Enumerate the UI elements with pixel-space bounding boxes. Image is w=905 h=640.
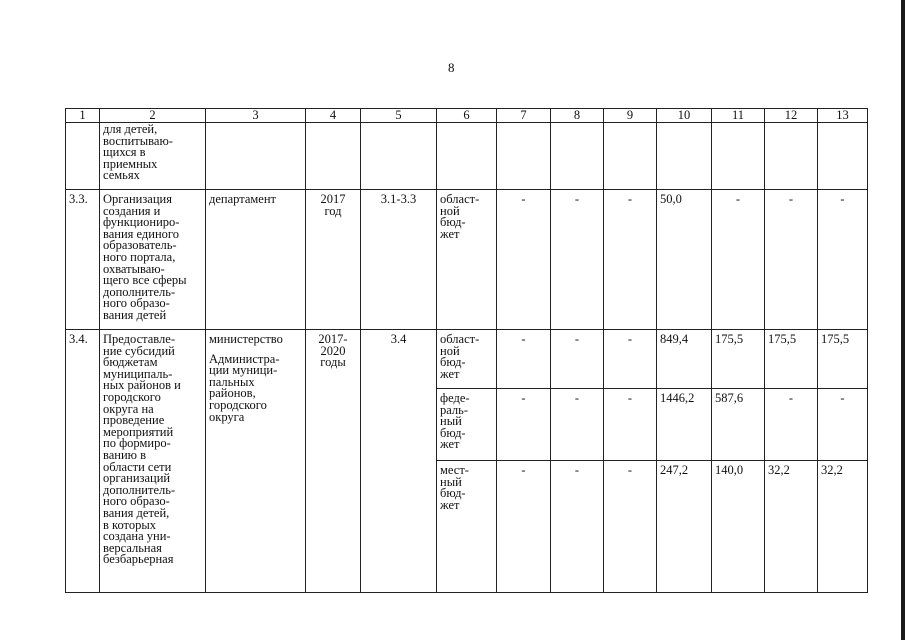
activity-name: Организация создания и функциониро- вания единого образователь- ного портала, охватываю- щего все сферы дополнитель- ного образо- вания детей [100,190,206,330]
cell-empty [66,123,100,190]
value-col7: - [497,461,551,593]
table-row-3-4 [66,330,868,389]
value-col12: - [765,190,818,330]
header-cell: 10 [657,109,712,123]
row-number: 3.3. [66,190,100,330]
table-header-row [66,109,868,123]
value-col8: - [551,389,604,461]
executor: департамент [206,190,306,330]
header-cell: 6 [437,109,497,123]
value-col11: - [712,190,765,330]
cell-empty [551,123,604,190]
header-cell: 4 [306,109,361,123]
cell-empty [206,123,306,190]
value-col12: - [765,389,818,461]
value-col7: - [497,330,551,389]
row-number: 3.4. [66,330,100,593]
header-cell: 8 [551,109,604,123]
value-col8: - [551,190,604,330]
page-edge-shadow [901,0,905,640]
header-cell: 9 [604,109,657,123]
value-col9: - [604,330,657,389]
header-cell: 3 [206,109,306,123]
value-col9: - [604,461,657,593]
header-cell: 13 [818,109,868,123]
value-col12: 32,2 [765,461,818,593]
value-col8: - [551,461,604,593]
value-col12: 175,5 [765,330,818,389]
value-col10: 247,2 [657,461,712,593]
value-col9: - [604,389,657,461]
cell-empty [818,123,868,190]
cell-empty [765,123,818,190]
value-col11: 140,0 [712,461,765,593]
value-col7: - [497,190,551,330]
page-number: 8 [448,60,455,75]
value-col10: 50,0 [657,190,712,330]
value-col11: 587,6 [712,389,765,461]
value-col11: 175,5 [712,330,765,389]
funding-source: мест- ный бюд- жет [437,461,497,593]
funding-source: феде- раль- ный бюд- жет [437,389,497,461]
cell-empty [437,123,497,190]
cell-empty [604,123,657,190]
period: 2017- 2020 годы [306,330,361,593]
value-col8: - [551,330,604,389]
funding-source: област- ной бюд- жет [437,190,497,330]
value-col13: - [818,389,868,461]
header-cell: 5 [361,109,437,123]
cell-empty [497,123,551,190]
executor-administrations: Администра- ции муници- пальных районов, городского округа [209,351,280,424]
header-cell: 1 [66,109,100,123]
table-row-3-3 [66,190,868,330]
cell-empty [306,123,361,190]
executor [206,330,306,593]
value-col13: - [818,190,868,330]
cell-empty [657,123,712,190]
period: 2017 год [306,190,361,330]
cell-empty [712,123,765,190]
header-cell: 7 [497,109,551,123]
activity-name-continued: для детей, воспитываю- щихся в приемных семьях [100,123,206,190]
table-row [66,123,868,190]
header-cell: 11 [712,109,765,123]
indicators: 3.1-3.3 [361,190,437,330]
funding-source: област- ной бюд- жет [437,330,497,389]
indicators: 3.4 [361,330,437,593]
value-col10: 1446,2 [657,389,712,461]
cell-empty [361,123,437,190]
program-activities-table [65,108,868,593]
value-col13: 32,2 [818,461,868,593]
header-cell: 2 [100,109,206,123]
header-cell: 12 [765,109,818,123]
value-col10: 849,4 [657,330,712,389]
executor-ministry: министерство [209,332,283,346]
value-col9: - [604,190,657,330]
value-col7: - [497,389,551,461]
value-col13: 175,5 [818,330,868,389]
activity-name: Предоставле- ние субсидий бюджетам муниципаль- ных районов и городского округа на проведение мероприятий по формиро- ванию в области сети организаций дополнитель- ного образо- вания детей, в которых создана уни- версальная безбарьерная [100,330,206,593]
